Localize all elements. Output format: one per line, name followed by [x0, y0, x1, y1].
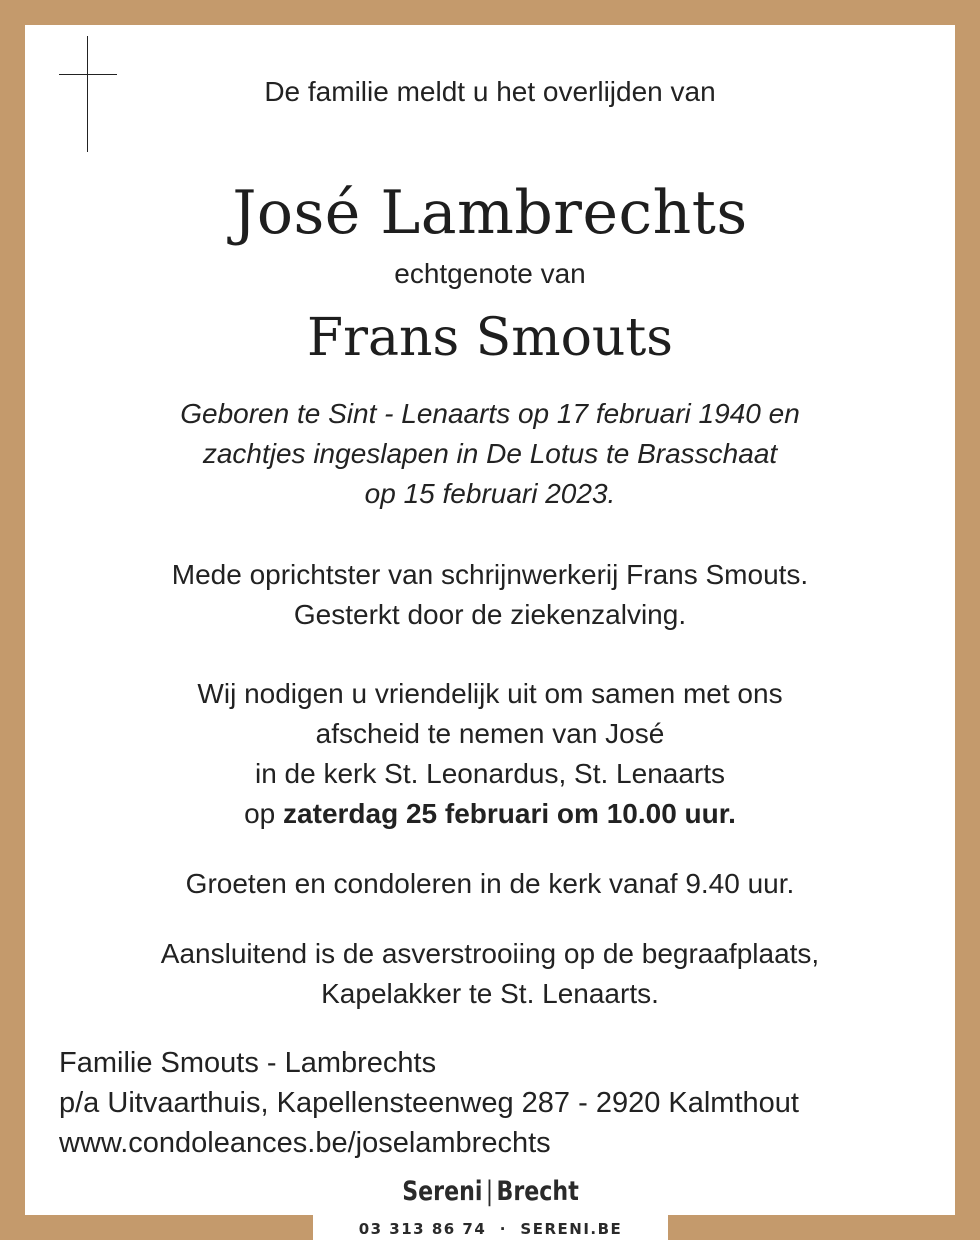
cross-icon-horizontal [59, 74, 117, 75]
birth-line-3: op 15 februari 2023. [364, 478, 616, 509]
intro-text: De familie meldt u het overlijden van [264, 76, 716, 107]
about-line-2: Gesterkt door de ziekenzalving. [293, 599, 687, 630]
family-name: Familie Smouts - Lambrechts [59, 1047, 437, 1079]
relation-text: echtgenote van [394, 258, 586, 289]
brand-separator: | [485, 1176, 494, 1207]
invitation-date-line [0, 798, 980, 830]
spouse-name: Frans Smouts [307, 308, 673, 368]
footer-phone[interactable]: 03 313 86 74 [358, 1220, 487, 1238]
family-address: p/a Uitvaarthuis, Kapellensteenweg 287 - 2920 Kalmthout [59, 1087, 799, 1119]
footer-site-link[interactable]: SERENI.BE [520, 1220, 623, 1238]
invitation-date: zaterdag 25 februari om 10.00 uur. [283, 798, 736, 829]
burial-line-1: Aansluitend is de asverstrooiing op de begraafplaats, [160, 938, 820, 969]
condolence-text: Groeten en condoleren in de kerk vanaf 9.40 uur. [185, 868, 795, 899]
brand-left: Sereni [402, 1176, 483, 1207]
birth-line-2: zachtjes ingeslapen in De Lotus te Brasschaat [202, 438, 778, 469]
invitation-line-1: Wij nodigen u vriendelijk uit om samen met ons [197, 678, 783, 709]
about-line-1: Mede oprichtster van schrijnwerkerij Frans Smouts. [171, 559, 809, 590]
footer-contact [313, 1220, 668, 1238]
invitation-date-prefix: op [244, 798, 284, 829]
condolence-website-link[interactable]: www.condoleances.be/joselambrechts [59, 1127, 551, 1159]
footer-dot: · [499, 1220, 507, 1238]
burial-line-2: Kapelakker te St. Lenaarts. [321, 978, 659, 1009]
invitation-line-3: in de kerk St. Leonardus, St. Lenaarts [254, 758, 726, 789]
brand-logo [345, 1176, 636, 1207]
brand-right: Brecht [496, 1176, 579, 1207]
birth-line-1: Geboren te Sint - Lenaarts op 17 februari 1940 en [180, 398, 800, 429]
deceased-name: José Lambrechts [232, 178, 748, 248]
invitation-line-2: afscheid te nemen van José [315, 718, 665, 749]
